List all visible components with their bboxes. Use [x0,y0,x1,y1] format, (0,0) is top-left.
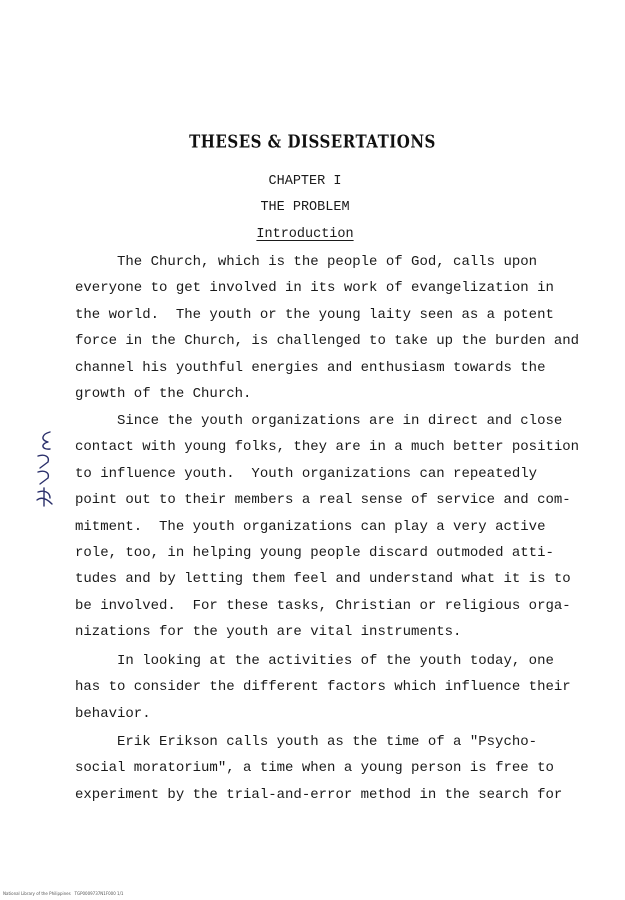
text-line: The Church, which is the people of God, calls upon [117,254,538,270]
text-line: experiment by the trial-and-error method in the search for [75,786,563,803]
text-line: be involved. For these tasks, Christian or religious orga- [75,597,571,614]
text-line: has to consider the different factors which influence their [75,679,571,696]
text-line: behavior. [75,705,151,722]
text-line: tudes and by letting them feel and understand what it is to [75,571,571,588]
chapter-heading: CHAPTER I [268,174,342,189]
text-line: social moratorium", a time when a young person is free to [75,760,554,777]
text-line: the world. The youth or the young laity seen as a potent [75,306,554,323]
text-line: Since the youth organizations are in direct and close [117,413,563,429]
introduction-heading-text: Introduction [256,227,354,242]
paragraph-4 [75,729,585,808]
text-line: role, too, in helping young people discard outmoded atti- [75,544,554,561]
text-line: In looking at the activities of the youth today, one [117,653,554,669]
text-line: nizations for the youth are vital instruments. [75,624,462,641]
text-line: channel his youthful energies and enthusiasm towards the [75,359,546,376]
text-line: growth of the Church. [75,385,252,402]
text-line: force in the Church, is challenged to take up the burden and [75,333,580,350]
problem-heading: THE PROBLEM [260,200,350,215]
scan-footer: National Library of the Philippines TGP0009737N1F000 1/1 [3,891,124,896]
paragraph-1 [75,249,585,407]
theses-dissertations-stamp: THESES & DISSERTATIONS [189,131,436,153]
text-line: everyone to get involved in its work of evangelization in [75,280,554,297]
text-line: contact with young folks, they are in a much better position [75,439,580,456]
text-line: mitment. The youth organizations can play a very active [75,518,546,535]
paragraph-2 [75,408,585,646]
text-line: to influence youth. Youth organizations can repeatedly [75,465,538,482]
paragraph-3 [75,648,585,727]
introduction-heading [0,227,610,242]
text-line: Erik Erikson calls youth as the time of a "Psycho- [117,734,538,750]
handwritten-margin-note-icon [30,430,60,510]
text-line: point out to their members a real sense of service and com- [75,492,571,509]
